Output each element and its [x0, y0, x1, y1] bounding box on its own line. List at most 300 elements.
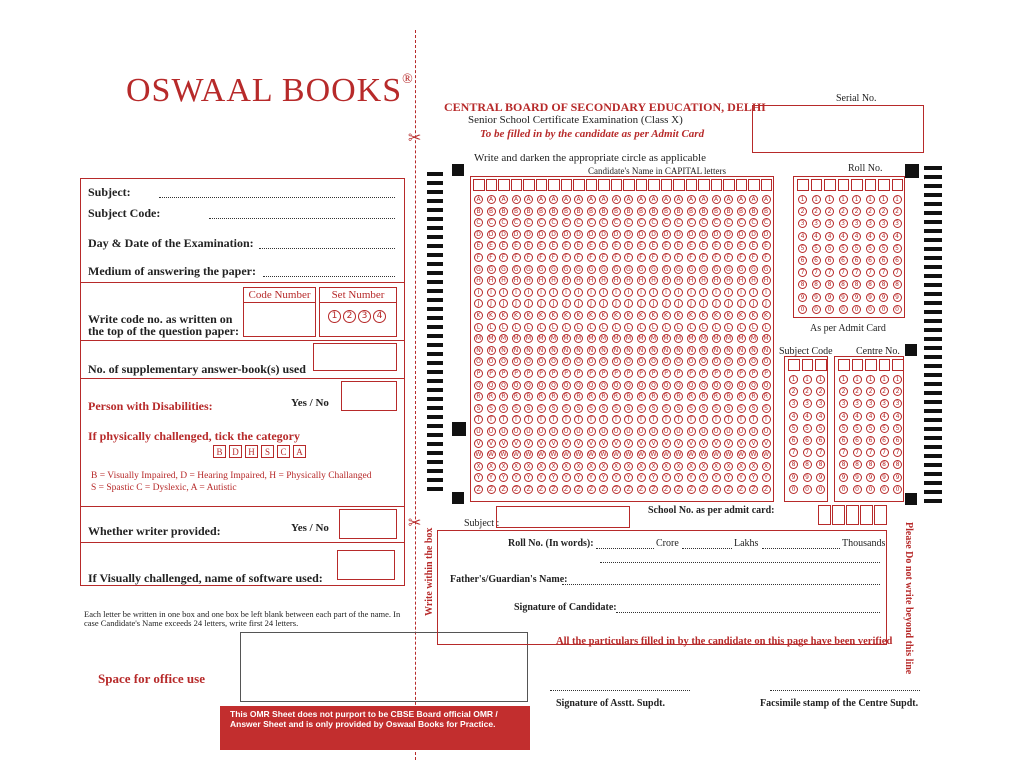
name-bubble[interactable]: Y [649, 473, 658, 482]
name-bubble[interactable]: R [562, 392, 571, 401]
digit-bubble[interactable]: 8 [893, 280, 902, 289]
name-bubble[interactable]: G [524, 265, 533, 274]
digit-entry-box[interactable] [797, 179, 809, 191]
name-bubble[interactable]: I [624, 288, 633, 297]
name-bubble[interactable]: O [499, 357, 508, 366]
name-bubble[interactable]: K [637, 311, 646, 320]
name-bubble[interactable]: U [624, 427, 633, 436]
name-bubble[interactable]: X [662, 462, 671, 471]
name-bubble[interactable]: B [537, 207, 546, 216]
name-bubble[interactable]: C [562, 218, 571, 227]
name-bubble[interactable]: J [499, 299, 508, 308]
name-bubble[interactable]: U [674, 427, 683, 436]
name-bubble[interactable]: J [574, 299, 583, 308]
digit-bubble[interactable]: 2 [852, 207, 861, 216]
name-bubble[interactable]: T [762, 415, 771, 424]
name-bubble[interactable]: T [574, 415, 583, 424]
name-bubble[interactable]: C [762, 218, 771, 227]
name-bubble[interactable]: N [512, 346, 521, 355]
name-bubble[interactable]: X [624, 462, 633, 471]
set-option-bubble[interactable]: 2 [343, 310, 356, 323]
name-bubble[interactable]: B [762, 207, 771, 216]
name-bubble[interactable]: K [737, 311, 746, 320]
name-bubble[interactable]: Q [549, 381, 558, 390]
digit-bubble[interactable]: 7 [839, 268, 848, 277]
name-bubble[interactable]: U [599, 427, 608, 436]
digit-bubble[interactable]: 0 [839, 485, 848, 494]
digit-bubble[interactable]: 4 [852, 232, 861, 241]
name-bubble[interactable]: C [512, 218, 521, 227]
digit-bubble[interactable]: 8 [839, 280, 848, 289]
digit-entry-box[interactable] [892, 179, 904, 191]
digit-bubble[interactable]: 6 [825, 256, 834, 265]
digit-bubble[interactable]: 2 [866, 387, 875, 396]
name-bubble[interactable]: Z [562, 485, 571, 494]
name-bubble[interactable]: C [499, 218, 508, 227]
digit-bubble[interactable]: 7 [880, 448, 889, 457]
serial-box[interactable] [752, 105, 924, 153]
name-bubble[interactable]: V [687, 439, 696, 448]
name-bubble[interactable]: V [649, 439, 658, 448]
name-bubble[interactable]: M [763, 335, 769, 343]
name-bubble[interactable]: N [562, 346, 571, 355]
name-bubble[interactable]: C [712, 218, 721, 227]
name-bubble[interactable]: T [749, 415, 758, 424]
name-bubble[interactable]: I [474, 288, 483, 297]
name-bubble[interactable]: S [624, 404, 633, 413]
name-bubble[interactable]: J [487, 299, 496, 308]
medium-line[interactable] [263, 276, 395, 277]
name-bubble[interactable]: M [563, 335, 569, 343]
digit-bubble[interactable]: 8 [803, 460, 812, 469]
name-bubble[interactable]: J [637, 299, 646, 308]
name-bubble[interactable]: D [624, 230, 633, 239]
name-letter-box[interactable] [623, 179, 635, 191]
name-bubble[interactable]: O [624, 357, 633, 366]
name-bubble[interactable]: E [674, 241, 683, 250]
name-bubble[interactable]: Y [512, 473, 521, 482]
digit-bubble[interactable]: 0 [812, 305, 821, 314]
name-bubble[interactable]: L [699, 323, 708, 332]
name-bubble[interactable]: R [612, 392, 621, 401]
name-bubble[interactable]: O [662, 357, 671, 366]
name-bubble[interactable]: E [587, 241, 596, 250]
name-bubble[interactable]: Y [662, 473, 671, 482]
name-bubble[interactable]: T [699, 415, 708, 424]
name-bubble[interactable]: I [574, 288, 583, 297]
name-bubble[interactable]: F [599, 253, 608, 262]
name-bubble[interactable]: D [712, 230, 721, 239]
school-no-box[interactable] [874, 505, 887, 525]
digit-bubble[interactable]: 2 [893, 387, 902, 396]
name-bubble[interactable]: W [575, 451, 582, 459]
name-bubble[interactable]: O [587, 357, 596, 366]
name-bubble[interactable]: Q [499, 381, 508, 390]
name-bubble[interactable]: F [537, 253, 546, 262]
name-bubble[interactable]: W [763, 451, 769, 459]
digit-bubble[interactable]: 9 [852, 293, 861, 302]
name-bubble[interactable]: G [474, 265, 483, 274]
name-bubble[interactable]: C [674, 218, 683, 227]
name-letter-box[interactable] [511, 179, 523, 191]
name-bubble[interactable]: B [662, 207, 671, 216]
name-bubble[interactable]: E [749, 241, 758, 250]
name-bubble[interactable]: Y [699, 473, 708, 482]
name-bubble[interactable]: V [587, 439, 596, 448]
digit-bubble[interactable]: 9 [880, 473, 889, 482]
digit-bubble[interactable]: 9 [839, 293, 848, 302]
digit-bubble[interactable]: 5 [866, 424, 875, 433]
name-bubble[interactable]: Z [524, 485, 533, 494]
name-bubble[interactable]: D [524, 230, 533, 239]
digit-bubble[interactable]: 4 [812, 232, 821, 241]
father-line[interactable] [562, 584, 880, 585]
digit-bubble[interactable]: 4 [816, 412, 825, 421]
name-bubble[interactable]: T [562, 415, 571, 424]
name-bubble[interactable]: T [662, 415, 671, 424]
name-bubble[interactable]: D [674, 230, 683, 239]
name-bubble[interactable]: F [712, 253, 721, 262]
name-bubble[interactable]: V [762, 439, 771, 448]
digit-bubble[interactable]: 2 [853, 387, 862, 396]
digit-bubble[interactable]: 7 [812, 268, 821, 277]
name-bubble[interactable]: Z [549, 485, 558, 494]
name-bubble[interactable]: N [662, 346, 671, 355]
name-bubble[interactable]: Z [474, 485, 483, 494]
name-letter-box[interactable] [761, 179, 773, 191]
name-bubble[interactable]: R [537, 392, 546, 401]
name-bubble[interactable]: W [750, 451, 757, 459]
name-bubble[interactable]: C [487, 218, 496, 227]
name-bubble[interactable]: G [649, 265, 658, 274]
digit-bubble[interactable]: 9 [866, 473, 875, 482]
name-bubble[interactable]: I [562, 288, 571, 297]
name-bubble[interactable]: I [749, 288, 758, 297]
name-bubble[interactable]: M [650, 335, 657, 343]
name-bubble[interactable]: U [749, 427, 758, 436]
name-bubble[interactable]: R [674, 392, 683, 401]
digit-bubble[interactable]: 5 [893, 244, 902, 253]
digit-bubble[interactable]: 5 [812, 244, 821, 253]
name-bubble[interactable]: G [762, 265, 771, 274]
name-bubble[interactable]: Q [624, 381, 633, 390]
digit-bubble[interactable]: 7 [816, 448, 825, 457]
name-bubble[interactable]: D [724, 230, 733, 239]
name-bubble[interactable]: P [537, 369, 546, 378]
digit-bubble[interactable]: 5 [839, 424, 848, 433]
roll-crore-line[interactable] [596, 548, 654, 549]
name-bubble[interactable]: S [574, 404, 583, 413]
name-bubble[interactable]: N [762, 346, 771, 355]
name-bubble[interactable]: N [624, 346, 633, 355]
name-bubble[interactable]: P [549, 369, 558, 378]
name-bubble[interactable]: T [587, 415, 596, 424]
name-bubble[interactable]: F [637, 253, 646, 262]
digit-bubble[interactable]: 5 [852, 244, 861, 253]
exam-date-line[interactable] [259, 248, 395, 249]
digit-bubble[interactable]: 9 [816, 473, 825, 482]
name-bubble[interactable]: R [749, 392, 758, 401]
name-bubble[interactable]: F [737, 253, 746, 262]
digit-bubble[interactable]: 6 [839, 256, 848, 265]
digit-bubble[interactable]: 0 [825, 305, 834, 314]
name-bubble[interactable]: K [612, 311, 621, 320]
name-bubble[interactable]: C [737, 218, 746, 227]
name-bubble[interactable]: A [587, 195, 596, 204]
name-bubble[interactable]: N [649, 346, 658, 355]
name-bubble[interactable]: G [537, 265, 546, 274]
name-bubble[interactable]: L [499, 323, 508, 332]
digit-bubble[interactable]: 3 [803, 399, 812, 408]
name-bubble[interactable]: D [662, 230, 671, 239]
name-bubble[interactable]: P [474, 369, 483, 378]
name-bubble[interactable]: M [600, 335, 607, 343]
name-bubble[interactable]: A [612, 195, 621, 204]
name-bubble[interactable]: M [750, 335, 757, 343]
name-bubble[interactable]: O [574, 357, 583, 366]
supp-box[interactable] [313, 343, 397, 371]
name-bubble[interactable]: M [525, 335, 532, 343]
digit-bubble[interactable]: 2 [879, 207, 888, 216]
name-bubble[interactable]: H [637, 276, 646, 285]
name-bubble[interactable]: N [612, 346, 621, 355]
digit-bubble[interactable]: 4 [880, 412, 889, 421]
name-letter-box[interactable] [473, 179, 485, 191]
name-bubble[interactable]: J [562, 299, 571, 308]
name-letter-box[interactable] [723, 179, 735, 191]
name-bubble[interactable]: F [562, 253, 571, 262]
name-bubble[interactable]: E [612, 241, 621, 250]
name-bubble[interactable]: O [724, 357, 733, 366]
name-letter-box[interactable] [686, 179, 698, 191]
name-bubble[interactable]: N [574, 346, 583, 355]
name-bubble[interactable]: G [699, 265, 708, 274]
name-bubble[interactable]: Z [649, 485, 658, 494]
name-bubble[interactable]: R [574, 392, 583, 401]
digit-bubble[interactable]: 8 [789, 460, 798, 469]
name-bubble[interactable]: N [687, 346, 696, 355]
name-bubble[interactable]: Z [662, 485, 671, 494]
digit-bubble[interactable]: 2 [839, 207, 848, 216]
name-bubble[interactable]: A [674, 195, 683, 204]
digit-bubble[interactable]: 7 [866, 448, 875, 457]
name-bubble[interactable]: F [762, 253, 771, 262]
name-bubble[interactable]: B [599, 207, 608, 216]
name-bubble[interactable]: I [487, 288, 496, 297]
digit-bubble[interactable]: 2 [893, 207, 902, 216]
digit-bubble[interactable]: 1 [866, 375, 875, 384]
digit-bubble[interactable]: 9 [798, 293, 807, 302]
name-bubble[interactable]: Z [537, 485, 546, 494]
name-bubble[interactable]: K [599, 311, 608, 320]
name-bubble[interactable]: Y [737, 473, 746, 482]
name-bubble[interactable]: J [524, 299, 533, 308]
name-bubble[interactable]: Y [762, 473, 771, 482]
name-bubble[interactable]: R [662, 392, 671, 401]
name-bubble[interactable]: G [499, 265, 508, 274]
name-bubble[interactable]: K [549, 311, 558, 320]
name-bubble[interactable]: M [638, 335, 644, 343]
name-bubble[interactable]: G [549, 265, 558, 274]
digit-bubble[interactable]: 4 [853, 412, 862, 421]
digit-bubble[interactable]: 9 [803, 473, 812, 482]
name-bubble[interactable]: O [699, 357, 708, 366]
name-bubble[interactable]: U [737, 427, 746, 436]
name-bubble[interactable]: P [699, 369, 708, 378]
name-bubble[interactable]: V [499, 439, 508, 448]
name-bubble[interactable]: Q [662, 381, 671, 390]
name-bubble[interactable]: U [762, 427, 771, 436]
name-bubble[interactable]: T [649, 415, 658, 424]
name-bubble[interactable]: P [487, 369, 496, 378]
digit-bubble[interactable]: 1 [866, 195, 875, 204]
category-box[interactable]: H [245, 445, 258, 458]
name-letter-box[interactable] [498, 179, 510, 191]
name-bubble[interactable]: P [762, 369, 771, 378]
school-no-box[interactable] [860, 505, 873, 525]
name-bubble[interactable]: F [512, 253, 521, 262]
name-bubble[interactable]: J [587, 299, 596, 308]
name-bubble[interactable]: R [649, 392, 658, 401]
name-bubble[interactable]: T [674, 415, 683, 424]
name-bubble[interactable]: E [662, 241, 671, 250]
name-bubble[interactable]: N [737, 346, 746, 355]
digit-bubble[interactable]: 4 [825, 232, 834, 241]
name-bubble[interactable]: K [587, 311, 596, 320]
name-bubble[interactable]: Z [699, 485, 708, 494]
name-bubble[interactable]: L [474, 323, 483, 332]
name-bubble[interactable]: E [737, 241, 746, 250]
name-letter-box[interactable] [573, 179, 585, 191]
name-bubble[interactable]: C [699, 218, 708, 227]
writer-box[interactable] [339, 509, 397, 539]
name-bubble[interactable]: G [599, 265, 608, 274]
name-bubble[interactable]: F [687, 253, 696, 262]
name-bubble[interactable]: M [475, 335, 482, 343]
name-bubble[interactable]: F [649, 253, 658, 262]
digit-bubble[interactable]: 4 [839, 412, 848, 421]
digit-bubble[interactable]: 5 [798, 244, 807, 253]
name-bubble[interactable]: A [474, 195, 483, 204]
name-bubble[interactable]: Z [512, 485, 521, 494]
name-bubble[interactable]: H [537, 276, 546, 285]
name-bubble[interactable]: Z [574, 485, 583, 494]
name-bubble[interactable]: Q [537, 381, 546, 390]
name-bubble[interactable]: I [674, 288, 683, 297]
name-bubble[interactable]: Z [599, 485, 608, 494]
name-bubble[interactable]: Q [712, 381, 721, 390]
name-bubble[interactable]: H [499, 276, 508, 285]
name-bubble[interactable]: G [687, 265, 696, 274]
name-bubble[interactable]: R [474, 392, 483, 401]
name-bubble[interactable]: M [738, 335, 744, 343]
name-bubble[interactable]: F [624, 253, 633, 262]
name-bubble[interactable]: R [762, 392, 771, 401]
digit-bubble[interactable]: 1 [852, 195, 861, 204]
digit-bubble[interactable]: 7 [893, 268, 902, 277]
digit-bubble[interactable]: 1 [789, 375, 798, 384]
name-bubble[interactable]: U [524, 427, 533, 436]
name-bubble[interactable]: E [637, 241, 646, 250]
name-bubble[interactable]: R [587, 392, 596, 401]
digit-bubble[interactable]: 5 [825, 244, 834, 253]
name-bubble[interactable]: E [712, 241, 721, 250]
name-bubble[interactable]: T [612, 415, 621, 424]
name-bubble[interactable]: Z [749, 485, 758, 494]
name-bubble[interactable]: U [474, 427, 483, 436]
name-bubble[interactable]: L [712, 323, 721, 332]
name-bubble[interactable]: X [649, 462, 658, 471]
digit-bubble[interactable]: 4 [866, 412, 875, 421]
name-bubble[interactable]: W [600, 451, 607, 459]
name-bubble[interactable]: X [687, 462, 696, 471]
name-bubble[interactable]: M [725, 335, 732, 343]
name-bubble[interactable]: A [699, 195, 708, 204]
digit-bubble[interactable]: 7 [798, 268, 807, 277]
name-bubble[interactable]: Q [637, 381, 646, 390]
digit-bubble[interactable]: 5 [893, 424, 902, 433]
name-bubble[interactable]: V [724, 439, 733, 448]
name-bubble[interactable]: X [599, 462, 608, 471]
name-bubble[interactable]: O [487, 357, 496, 366]
name-letter-box[interactable] [711, 179, 723, 191]
name-bubble[interactable]: D [549, 230, 558, 239]
name-bubble[interactable]: H [662, 276, 671, 285]
name-bubble[interactable]: X [487, 462, 496, 471]
digit-bubble[interactable]: 1 [803, 375, 812, 384]
set-option-bubble[interactable]: 4 [373, 310, 386, 323]
name-bubble[interactable]: K [749, 311, 758, 320]
name-bubble[interactable]: C [587, 218, 596, 227]
category-box[interactable]: S [261, 445, 274, 458]
name-bubble[interactable]: L [637, 323, 646, 332]
name-bubble[interactable]: C [524, 218, 533, 227]
school-no-box[interactable] [846, 505, 859, 525]
name-letter-box[interactable] [748, 179, 760, 191]
name-bubble[interactable]: X [674, 462, 683, 471]
name-bubble[interactable]: Y [524, 473, 533, 482]
name-bubble[interactable]: O [549, 357, 558, 366]
name-bubble[interactable]: O [637, 357, 646, 366]
digit-bubble[interactable]: 5 [866, 244, 875, 253]
name-bubble[interactable]: X [524, 462, 533, 471]
digit-entry-box[interactable] [815, 359, 827, 371]
name-bubble[interactable]: A [524, 195, 533, 204]
name-bubble[interactable]: R [687, 392, 696, 401]
name-bubble[interactable]: V [699, 439, 708, 448]
name-bubble[interactable]: C [624, 218, 633, 227]
digit-bubble[interactable]: 1 [825, 195, 834, 204]
name-bubble[interactable]: Y [749, 473, 758, 482]
name-bubble[interactable]: N [674, 346, 683, 355]
name-bubble[interactable]: W [638, 451, 644, 459]
name-bubble[interactable]: W [525, 451, 532, 459]
name-bubble[interactable]: C [599, 218, 608, 227]
name-bubble[interactable]: Y [562, 473, 571, 482]
name-bubble[interactable]: U [499, 427, 508, 436]
category-box[interactable]: C [277, 445, 290, 458]
name-bubble[interactable]: B [724, 207, 733, 216]
digit-entry-box[interactable] [865, 179, 877, 191]
name-bubble[interactable]: P [624, 369, 633, 378]
name-bubble[interactable]: X [737, 462, 746, 471]
name-bubble[interactable]: K [487, 311, 496, 320]
digit-bubble[interactable]: 3 [879, 219, 888, 228]
digit-entry-box[interactable] [811, 179, 823, 191]
name-bubble[interactable]: P [737, 369, 746, 378]
name-bubble[interactable]: W [488, 451, 494, 459]
name-bubble[interactable]: X [612, 462, 621, 471]
